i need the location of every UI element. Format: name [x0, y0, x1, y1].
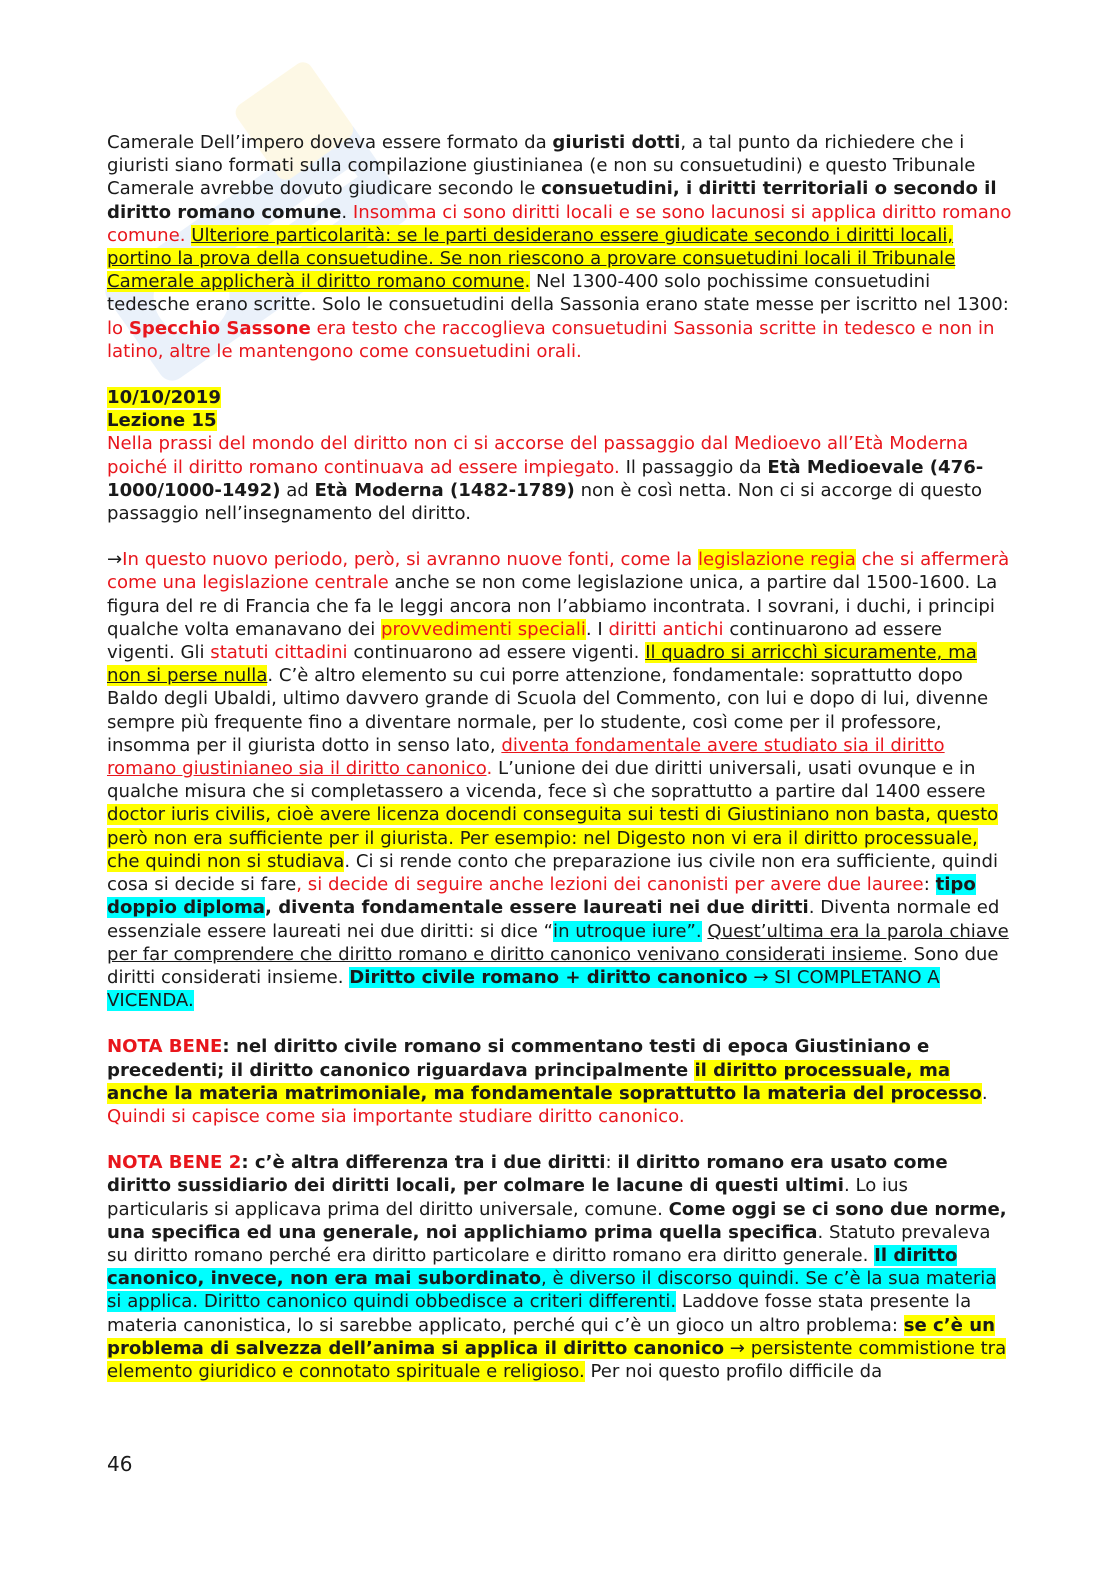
text-run: → SI COMPLETANO A VICENDA.: [107, 966, 940, 1012]
paragraph-spacer: [107, 1012, 1012, 1035]
text-run: legislazione regia: [697, 549, 856, 571]
document-body: [107, 131, 1012, 1383]
text-run: In questo nuovo periodo, però, si avranno nuove fonti, come la: [122, 549, 698, 571]
text-run: Età Moderna (1482-1789): [314, 479, 575, 501]
text-run: Il quadro si arricchì sicuramente, ma non si perse nulla: [107, 642, 977, 687]
paragraph-p1: [107, 131, 1012, 363]
text-run: era testo che raccoglieva consuetudini Sassonia scritte in tedesco e non in latino, altre le mantengono come consuetudini orali.: [107, 317, 995, 362]
text-run: Per noi questo profilo difficile da: [584, 1360, 883, 1382]
text-run: Ulteriore particolarità: se le parti desiderano essere giudicate secondo i diritti locali, portino la prova della consuetudine. Se non riescono a provare consuetudini locali il Tribunale Camerale applicherà il diritto romano comune: [107, 224, 956, 293]
text-run: provvedimenti speciali: [381, 618, 586, 640]
text-run: NOTA BENE 2: [107, 1152, 242, 1174]
text-run: .: [524, 271, 531, 293]
paragraph-p4: [107, 432, 1012, 525]
text-run: in utroque iure”.: [553, 920, 702, 942]
text-run: anche se non come legislazione unica, a partire dal 1500-1600. La figura del re di Francia che fa le leggi ancora non l’abbiamo incontrata. I sovrani, i duchi, i principi qualche volta emanavano dei: [107, 572, 998, 640]
text-run: .: [486, 758, 493, 780]
paragraph-p5: [107, 548, 1012, 1012]
text-run: L’unione dei due diritti universali, usati ovunque e in qualche misura che si completassero a vicenda, fece sì che soprattutto a partire dal 1400 essere: [107, 758, 986, 803]
text-run: Diritto civile romano + diritto canonico: [349, 966, 748, 988]
text-run: . Diventa normale ed essenziale essere laureati nei due diritti: si dice “: [107, 897, 1000, 942]
paragraph-spacer: [107, 363, 1012, 386]
text-run: Il diritto canonico, invece, non era mai subordinato: [107, 1244, 958, 1290]
text-run: doctor iuris civilis, cioè avere licenza docendi conseguita sui testi di Giustiniano non basta, questo però non era sufficiente per il giurista. Per esempio: nel Digesto non vi era il diritto processuale, che quindi non si studiava: [107, 804, 999, 872]
text-run: Il passaggio da: [619, 456, 768, 478]
text-run: tipo doppio diploma: [107, 874, 976, 919]
paragraph-spacer: [107, 525, 1012, 548]
text-run: . Ci si rende conto che preparazione ius civile non era sufficiente, quindi cosa si decide si fare: [107, 850, 999, 896]
text-run: diventa fondamentale avere studiato sia il diritto romano giustinianeo sia il diritto canonico: [107, 734, 945, 780]
text-run: Camerale Dell’impero doveva essere formato da: [107, 132, 553, 153]
text-run: , è diverso il discorso quindi. Se c’è la sua materia si applica. Diritto canonico quindi obbedisce a criteri differenti.: [107, 1268, 997, 1313]
text-run: continuarono ad essere vigenti.: [347, 642, 646, 664]
text-run: → persistente commistione tra elemento giuridico e connotato spirituale e religioso.: [107, 1337, 1007, 1382]
text-run: Età Medioevale (476-1000/1000-1492): [107, 456, 984, 501]
text-run: , si decide di seguire anche lezioni dei canonisti per avere due lauree: [296, 874, 924, 896]
text-run: ad: [280, 479, 315, 501]
text-run: . Statuto prevaleva su diritto romano perché era diritto particolare e diritto romano era diritto generale.: [107, 1221, 991, 1266]
text-run: Laddove fosse stata presente la materia canonistica, lo si sarebbe applicato, perché qui c’è un gioco un altro problema:: [107, 1291, 972, 1336]
text-run: consuetudini, i diritti territoriali o secondo il diritto romano comune: [107, 178, 997, 223]
text-run: se c’è un problema di salvezza dell’anima si applica il diritto canonico: [107, 1314, 995, 1359]
paragraph-p3: [107, 409, 1012, 432]
text-run: Nel 1300-400 solo pochissime consuetudini tedesche erano scritte. Solo le consuetudini della Sassonia erano state messe per iscritto nel 1300:: [107, 271, 1009, 316]
paragraph-p7: [107, 1151, 1012, 1383]
text-run: non è così netta. Non ci si accorge di questo passaggio nell’insegnamento del diritto.: [107, 479, 983, 525]
text-run: →: [107, 549, 123, 571]
text-run: diritti antichi: [608, 618, 724, 640]
text-run: :: [605, 1152, 618, 1174]
text-run: NOTA BENE: [107, 1036, 223, 1058]
text-run: il diritto processuale, ma anche la materia matrimoniale, ma fondamentale soprattutto la materia del processo: [107, 1059, 982, 1104]
page-number: 46: [107, 1452, 133, 1476]
paragraph-p2: [107, 386, 1012, 409]
text-run: giuristi dotti: [552, 132, 681, 153]
text-run: Quindi si capisce come sia importante studiare diritto canonico.: [107, 1105, 685, 1127]
text-run: Quest’ultima era la parola chiave per far comprendere che diritto romano e diritto canonico venivano considerati insieme: [107, 920, 1009, 965]
text-run: :: [923, 874, 936, 896]
text-run: Insomma ci sono diritti locali e se sono lacunosi si applica diritto romano comune.: [107, 201, 1012, 246]
text-run: Come oggi se ci sono due norme, una specifica ed una generale, noi applichiamo prima quella specifica: [107, 1198, 1007, 1243]
text-run: . Lo ius particularis si applicava prima del diritto universale, comune.: [107, 1175, 908, 1220]
text-run: Specchio Sassone: [128, 317, 311, 339]
text-run: il diritto romano era usato come diritto sussidiario dei diritti locali, per colmare le lacune di questi ultimi: [107, 1152, 948, 1197]
text-run: Lezione 15: [107, 410, 217, 432]
text-run: statuti cittadini: [210, 642, 348, 664]
text-run: , a tal punto da richiedere che i giuristi siano formati sulla compilazione giustinianea (e non su consuetudini) e questo Tribunale Camerale avrebbe dovuto giudicare secondo le: [107, 132, 976, 200]
paragraph-p6: [107, 1035, 1012, 1128]
text-run: lo: [107, 317, 129, 339]
text-run: . I: [585, 618, 609, 640]
paragraph-spacer: [107, 1128, 1012, 1151]
text-run: 10/10/2019: [107, 387, 221, 409]
text-run: : nel diritto civile romano si commentano testi di epoca Giustiniano e precedenti; il diritto canonico riguardava principalmente: [107, 1036, 930, 1081]
text-run: , diventa fondamentale essere laureati nei due diritti: [265, 897, 809, 919]
text-run: continuarono ad essere vigenti. Gli: [107, 618, 942, 664]
text-run: : c’è altra differenza tra i due diritti: [241, 1152, 606, 1174]
text-run: che si affermerà come una legislazione centrale: [107, 549, 1010, 594]
text-run: .: [981, 1082, 988, 1104]
text-run: . Sono due diritti considerati insieme.: [107, 943, 999, 988]
text-run: Nella prassi del mondo del diritto non ci si accorse del passaggio dal Medioevo all’Età Moderna poiché il diritto romano continuava ad essere impiegato.: [107, 433, 969, 478]
text-run: .: [341, 201, 353, 223]
text-run: . C’è altro elemento su cui porre attenzione, fondamentale: soprattutto dopo Baldo degli Ubaldi, ultimo davvero grande di Scuola del Commento, con lui e dopo di lui, divenne sempre più frequente fino a diventare normale, per lo studente, così come per il professore, insomma per il giurista dotto in senso lato,: [107, 665, 989, 756]
